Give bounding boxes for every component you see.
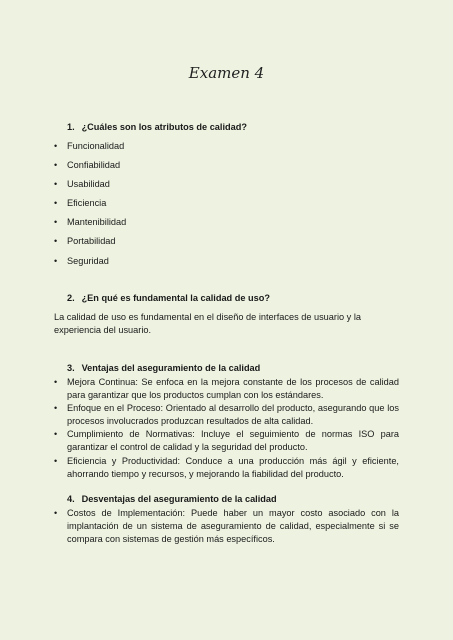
list-item: • Seguridad bbox=[54, 255, 126, 274]
list-item: • Funcionalidad bbox=[54, 140, 126, 159]
list-item: • Usabilidad bbox=[54, 178, 126, 197]
list-item: • Portabilidad bbox=[54, 235, 126, 254]
section-title: Desventajas del aseguramiento de la calidad bbox=[81, 494, 277, 504]
list-item: • Mantenibilidad bbox=[54, 216, 126, 235]
section-title: Ventajas del aseguramiento de la calidad bbox=[81, 363, 261, 373]
section-title: ¿En qué es fundamental la calidad de uso? bbox=[81, 293, 270, 303]
list-item: • Eficiencia y Productividad: Conduce a una producción más ágil y eficiente, ahorrando tiempo y recursos, y mejorando la fiabilidad del producto. bbox=[54, 455, 399, 481]
section-number: 3. bbox=[67, 363, 75, 373]
list-item: • Confiabilidad bbox=[54, 159, 126, 178]
section-number: 2. bbox=[67, 293, 75, 303]
section-title: ¿Cuáles son los atributos de calidad? bbox=[81, 122, 247, 132]
page-title: Examen 4 bbox=[188, 64, 265, 82]
disadvantages-list bbox=[54, 507, 399, 546]
list-item: • Eficiencia bbox=[54, 197, 126, 216]
section-4-heading bbox=[67, 494, 277, 504]
section-number: 4. bbox=[67, 494, 75, 504]
section-number: 1. bbox=[67, 122, 75, 132]
section-2-paragraph: La calidad de uso es fundamental en el diseño de interfaces de usuario y la experiencia del usuario. bbox=[54, 312, 361, 335]
list-item: • Mejora Continua: Se enfoca en la mejora constante de los procesos de calidad para garantizar que los productos cumplan con los estándares. bbox=[54, 376, 399, 402]
quality-attributes-list bbox=[54, 140, 126, 274]
section-3-heading bbox=[67, 363, 260, 373]
list-item: • Cumplimiento de Normativas: Incluye el seguimiento de normas ISO para garantizar el control de calidad y la seguridad del producto. bbox=[54, 428, 399, 454]
list-item: • Costos de Implementación: Puede haber un mayor costo asociado con la implantación de un sistema de aseguramiento de calidad, especialmente si se compara con sistemas de gestión más específicos. bbox=[54, 507, 399, 546]
advantages-list bbox=[54, 376, 399, 481]
list-item: • Enfoque en el Proceso: Orientado al desarrollo del producto, asegurando que los procesos involucrados produzcan resultados de alta calidad. bbox=[54, 402, 399, 428]
section-1-heading bbox=[67, 122, 247, 132]
section-2-heading bbox=[67, 293, 270, 303]
